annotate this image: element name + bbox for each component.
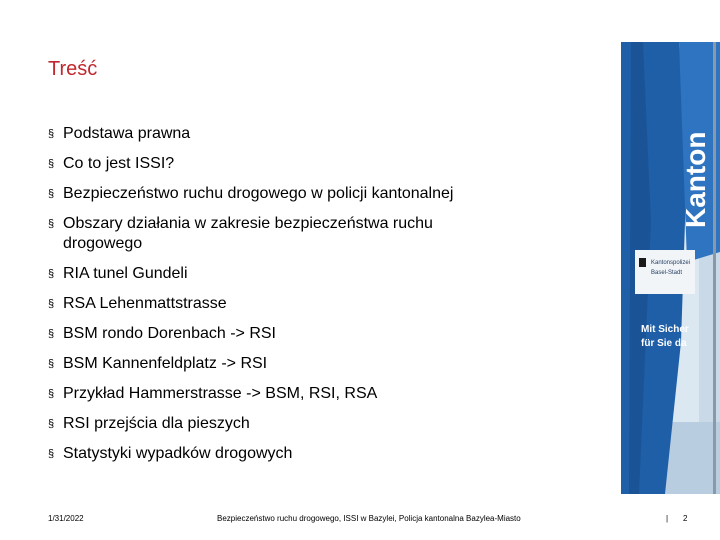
banner-illustration xyxy=(621,42,720,494)
list-item-text: BSM rondo Dorenbach -> RSI xyxy=(63,325,276,342)
list-item-text: Przykład Hammerstrasse -> BSM, RSI, RSA xyxy=(63,385,378,402)
sign-text-2: Basel-Stadt xyxy=(651,270,683,276)
bullet-icon: § xyxy=(48,158,55,170)
page-number: 2 xyxy=(683,514,688,523)
list-item xyxy=(48,384,608,404)
list-item xyxy=(48,444,608,464)
list-item-text: RIA tunel Gundeli xyxy=(63,265,188,282)
list-item xyxy=(48,184,608,204)
slogan-text-2: für Sie da xyxy=(641,338,687,349)
bullet-icon: § xyxy=(48,388,55,400)
list-item-text: Podstawa prawna xyxy=(63,125,191,142)
list-item xyxy=(48,214,498,254)
slogan-text-1: Mit Sicher xyxy=(641,324,689,335)
list-item xyxy=(48,124,608,144)
bullet-icon: § xyxy=(48,448,55,460)
list-item xyxy=(48,354,608,374)
list-item-text: BSM Kannenfeldplatz -> RSI xyxy=(63,355,268,372)
list-item xyxy=(48,414,608,434)
bullet-icon: § xyxy=(48,358,55,370)
content-list xyxy=(48,124,608,474)
list-item-text: Obszary działania w zakresie bezpieczeństwa ruchu drogowego xyxy=(63,215,433,252)
list-item xyxy=(48,264,608,284)
footer-caption: Bezpieczeństwo ruchu drogowego, ISSI w Bazylei, Policja kantonalna Bazylea-Miasto xyxy=(217,514,521,523)
footer-date: 1/31/2022 xyxy=(48,514,84,523)
sign-text-1: Kantonspolizei xyxy=(651,260,691,266)
bullet-icon: § xyxy=(48,218,55,230)
bullet-icon: § xyxy=(48,418,55,430)
bullet-icon: § xyxy=(48,298,55,310)
list-item xyxy=(48,294,608,314)
footer-separator: | xyxy=(666,514,669,523)
list-item-text: Bezpieczeństwo ruchu drogowego w policji kantonalnej xyxy=(63,185,454,202)
list-item-text: RSI przejścia dla pieszych xyxy=(63,415,250,432)
bullet-icon: § xyxy=(48,268,55,280)
banner-text: Kanton xyxy=(680,131,711,228)
police-banner-photo xyxy=(621,42,720,494)
bullet-icon: § xyxy=(48,128,55,140)
list-item xyxy=(48,154,608,174)
bullet-icon: § xyxy=(48,328,55,340)
list-item-text: Co to jest ISSI? xyxy=(63,155,175,172)
bullet-icon: § xyxy=(48,188,55,200)
list-item-text: RSA Lehenmattstrasse xyxy=(63,295,227,312)
slide-title: Treść xyxy=(48,58,98,80)
list-item-text: Statystyki wypadków drogowych xyxy=(63,445,293,462)
list-item xyxy=(48,324,608,344)
